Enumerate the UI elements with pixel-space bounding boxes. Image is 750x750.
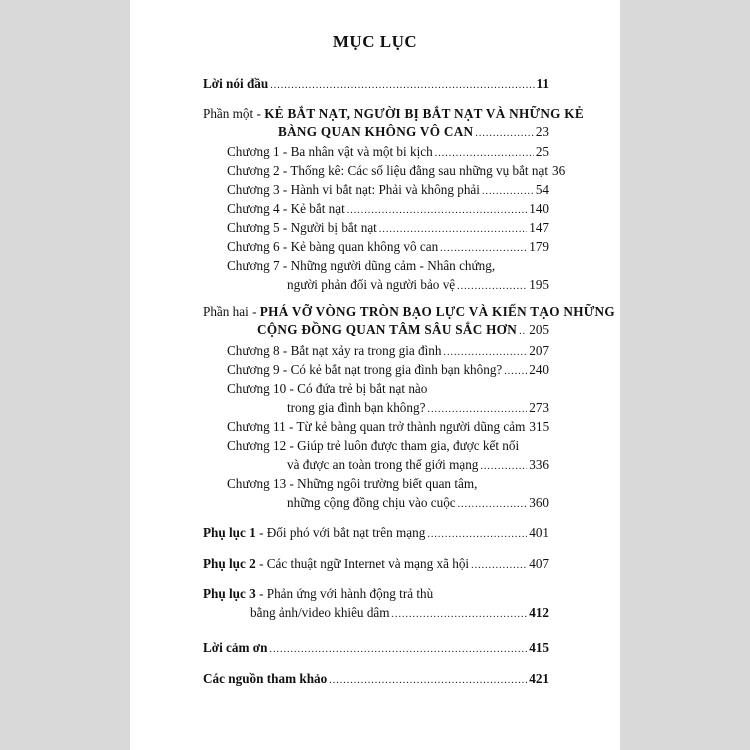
toc-entry-chapter-9: Chương 9 - Có kẻ bắt nạt trong gia đình bạn không? ..... 240 — [227, 362, 549, 380]
toc-entry-chapter-10-line2: trong gia đình bạn không? ..... 273 — [287, 400, 549, 418]
toc-entry-appendix-1: Phụ lục 1 - Đối phó với bắt nạt trên mạng ..... 401 — [203, 525, 549, 543]
toc-entry-acknowledgements: Lời cảm ơn ..... 415 — [203, 640, 549, 658]
toc-entry-appendix-3: Phụ lục 3 - Phản ứng với hành động trả thù — [203, 586, 434, 601]
toc-entry-chapter-12: Chương 12 - Giúp trẻ luôn được tham gia, được kết nối — [227, 438, 520, 453]
toc-entry-appendix-3-line2: bằng ảnh/video khiêu dâm ..... 412 — [250, 605, 549, 623]
toc-entry-chapter-13-line2: những cộng đồng chịu vào cuộc ..... 360 — [287, 495, 549, 513]
page-title: MỤC LỤC — [332, 32, 418, 51]
toc-entry-chapter-13: Chương 13 - Những ngôi trường biết quan tâm, — [227, 476, 478, 491]
toc-entry-chapter-3: Chương 3 - Hành vi bắt nạt: Phải và không phải ..... 54 — [227, 182, 549, 200]
toc-entry-chapter-7-line2: người phản đối và người bảo vệ ..... 195 — [287, 277, 549, 295]
dot-leader — [270, 78, 534, 94]
toc-entry-chapter-2: Chương 2 - Thống kê: Các số liệu đằng sau những vụ bắt nạt 36 — [227, 163, 566, 178]
toc-entry-chapter-7: Chương 7 - Những người dũng cảm - Nhân chứng, — [227, 258, 496, 273]
toc-entry-chapter-6: Chương 6 - Kẻ bàng quan không vô can ..... 179 — [227, 239, 549, 257]
part-one-heading-line2: BÀNG QUAN KHÔNG VÔ CAN ..... 23 — [278, 124, 549, 142]
book-page — [130, 0, 620, 750]
toc-entry-references: Các nguồn tham khảo ..... 421 — [203, 671, 549, 689]
toc-entry-chapter-5: Chương 5 - Người bị bắt nạt ..... 147 — [227, 220, 549, 238]
toc-entry-chapter-11: Chương 11 - Từ kẻ bàng quan trở thành người dũng cảm 315 — [227, 419, 550, 434]
toc-entry-chapter-12-line2: và được an toàn trong thế giới mạng ..... 336 — [287, 457, 549, 475]
part-two-heading-line2: CỘNG ĐỒNG QUAN TÂM SÂU SẮC HƠN ..... 205 — [257, 322, 549, 340]
toc-entry-chapter-10: Chương 10 - Có đứa trẻ bị bắt nạt nào — [227, 381, 428, 396]
part-one-heading: Phần một - KẺ BẮT NẠT, NGƯỜI BỊ BẮT NẠT VÀ NHỮNG KẺ — [203, 106, 584, 121]
toc-entry-preface: Lời nói đầu ..... 11 — [203, 76, 549, 94]
toc-entry-chapter-8: Chương 8 - Bắt nạt xảy ra trong gia đình ..... 207 — [227, 343, 549, 361]
toc-entry-appendix-2: Phụ lục 2 - Các thuật ngữ Internet và mạng xã hội ..... 407 — [203, 556, 549, 574]
toc-entry-chapter-1: Chương 1 - Ba nhân vật và một bi kịch ..... 25 — [227, 144, 549, 162]
part-two-heading: Phần hai - PHÁ VỠ VÒNG TRÒN BẠO LỰC VÀ KIẾN TẠO NHỮNG — [203, 304, 615, 319]
toc-entry-chapter-4: Chương 4 - Kẻ bắt nạt ..... 140 — [227, 201, 549, 219]
